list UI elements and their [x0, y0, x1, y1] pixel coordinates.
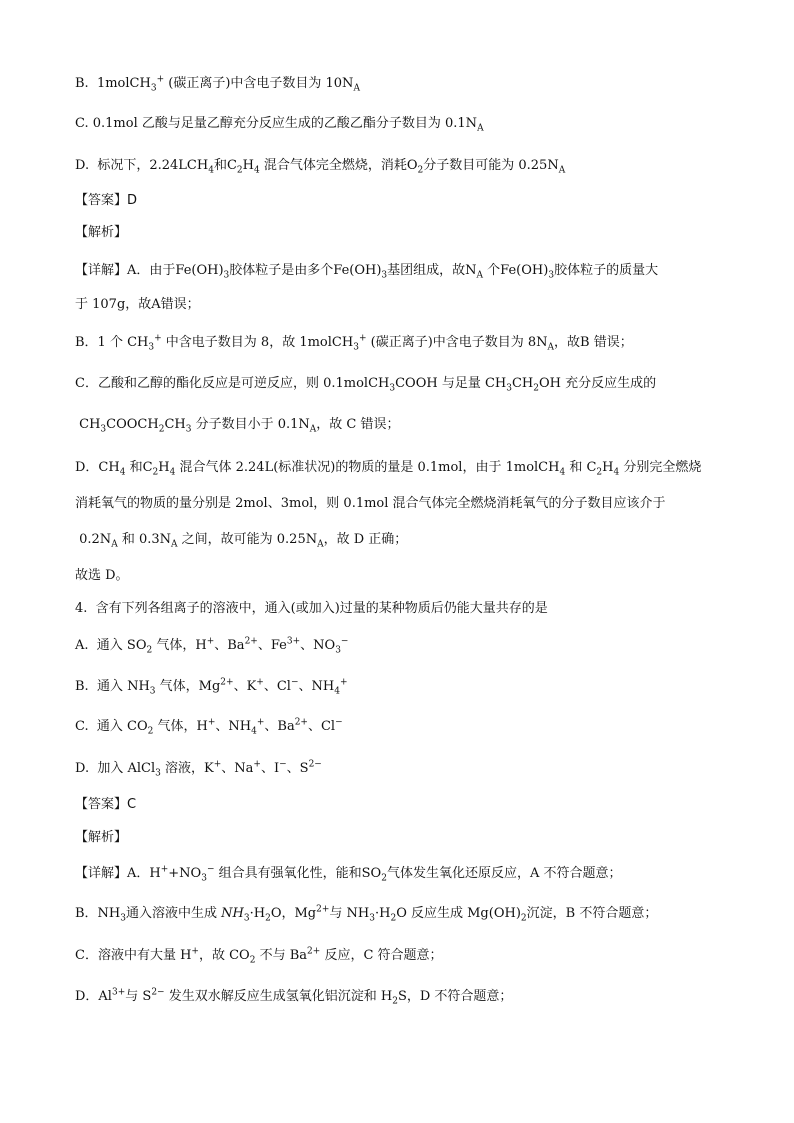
- q3-analysis-heading: 【解析】: [75, 225, 128, 240]
- q3-detail-d-line2: 消耗氧气的物质的量分别是 2mol、3mol，则 0.1mol 混合气体完全燃烧消耗氧气的分子数目应该介于: [75, 496, 666, 511]
- q3-answer: 【答案】D: [75, 193, 138, 208]
- q3-detail-c-line1: C．乙酸和乙醇的酯化反应是可逆反应，则 0.1molCH$_3$COOH 与足量 $CH_3CH_2OH$ 充分反应生成的: [75, 376, 657, 394]
- q3-choose: 故选 D。: [75, 568, 129, 583]
- q3-option-c: C. 0.1mol 乙酸与足量乙醇充分反应生成的乙酸乙酯分子数目为 $0.1N_A$: [75, 116, 484, 134]
- q4-answer: 【答案】C: [75, 797, 137, 812]
- q4-option-a: A. 通入 $SO_2$ 气体，H+、$Ba^{2+}$、$Fe^{3+}$、$NO_3^-$: [75, 636, 349, 656]
- q4-detail-a: 【详解】A．$H^++NO_3^-$ 组合具有强氧化性，能和$SO_2$气体发生氧化还原反应，A 不符合题意；: [75, 864, 622, 884]
- q3-option-d: D. 标况下，$2.24LCH_4$和$C_2H_4$ 混合气体完全燃烧，消耗$O_2$分子数目可能为 $0.25N_A$: [75, 158, 566, 176]
- q3-detail-c-line2: $CH_3COOCH_2CH_3$ 分子数目小于 $0.1N_A$，故 C 错误；: [75, 417, 400, 435]
- q4-detail-d: D．$Al^{3+}$与 $S^{2-}$ 发生双水解反应生成氢氧化铝沉淀和 $H_2S$，D 不符合题意；: [75, 987, 513, 1007]
- q3-detail-a-line2: 于 107g，故A错误；: [75, 297, 200, 312]
- q4-option-d: D. 加入 AlCl$_3$ 溶液，K+、Na+、I−、$S^{2-}$: [75, 759, 322, 779]
- q4-option-c: C. 通入 $CO_2$ 气体，H+、$NH_4^+$、$Ba^{2+}$、Cl−: [75, 717, 343, 737]
- q4-analysis-heading: 【解析】: [75, 830, 128, 845]
- q4-detail-c: C．溶液中有大量 H+，故 $CO_2$ 不与 $Ba^{2+}$ 反应，C 符合题意；: [75, 946, 443, 966]
- q4-option-b: B. 通入 $NH_3$ 气体，$Mg^{2+}$、K+、Cl−、$NH_4^+$: [75, 677, 348, 697]
- q3-detail-b: B．1 个 $CH_3^+$ 中含电子数目为 8，故 1molCH$_3$+ (碳正离子)中含电子数目为 $8N_A$，故B 错误；: [75, 333, 633, 353]
- q4-stem: 4. 含有下列各组离子的溶液中，通入(或加入)过量的某种物质后仍能大量共存的是: [75, 601, 548, 616]
- q4-detail-b: B．$NH_3$通入溶液中生成 $NH_3\cdot H_2O$，$Mg^{2+}$与 $NH_3\cdot H_2O$ 反应生成 $Mg(OH)_2$沉淀，B 不符合题意；: [75, 904, 658, 924]
- q3-detail-d-line1: D．$CH_4$ 和$C_2H_4$ 混合气体 2.24L(标准状况)的物质的量是 0.1mol，由于 1molCH$_4$ 和 $C_2H_4$ 分别完全燃烧: [75, 460, 702, 478]
- q3-detail-d-line3: $0.2N_A$ 和 $0.3N_A$ 之间，故可能为 $0.25N_A$，故 D 正确；: [75, 532, 408, 550]
- q3-detail-a-line1: 【详解】A．由于$Fe(OH)_3$胶体粒子是由多个$Fe(OH)_3$基团组成，故$N_A$ 个$Fe(OH)_3$胶体粒子的质量大: [75, 263, 659, 281]
- q3-option-b: B. 1molCH$_3$+ (碳正离子)中含电子数目为 $10N_A$: [75, 74, 360, 94]
